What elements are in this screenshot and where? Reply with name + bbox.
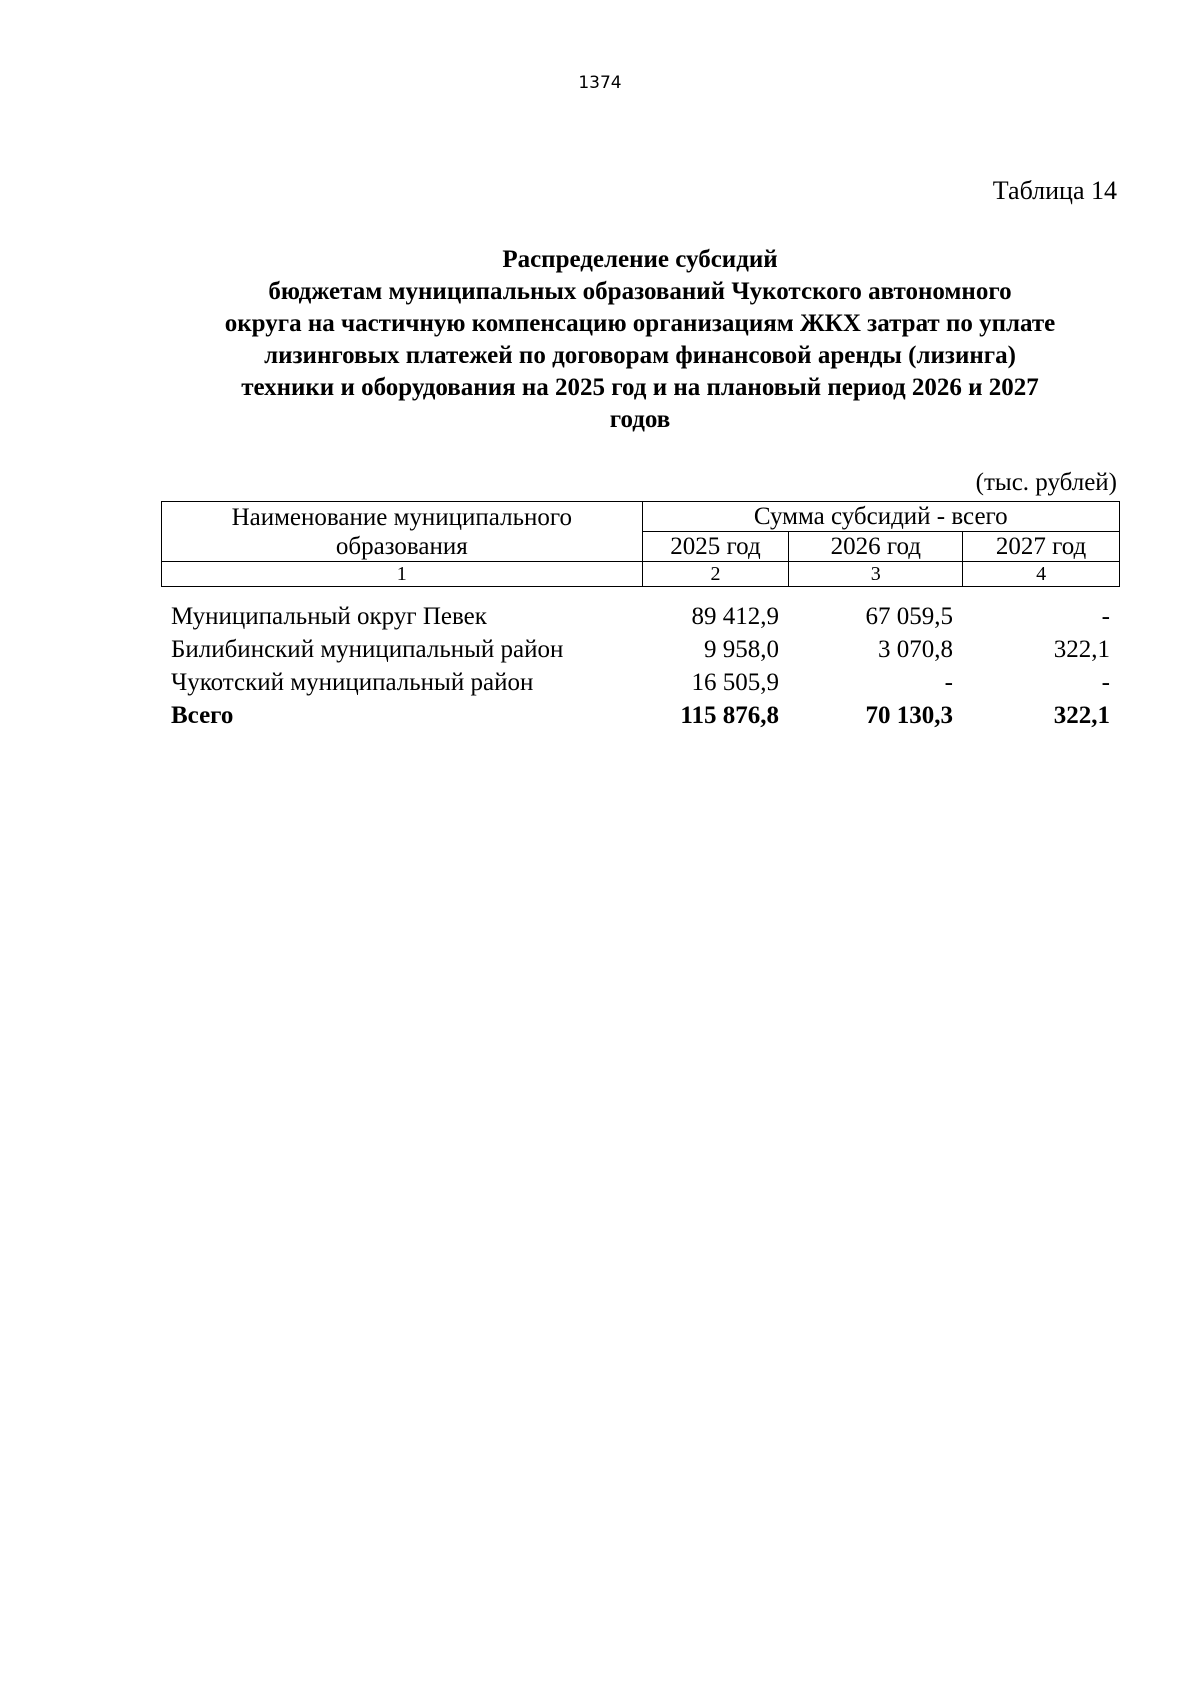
title-line: округа на частичную компенсацию организациям ЖКХ затрат по уплате — [224, 310, 1056, 337]
table-title — [160, 244, 1120, 436]
table-row — [161, 666, 1120, 699]
row-value-2025: 89 412,9 — [691, 603, 779, 630]
title-line: лизинговых платежей по договорам финансовой аренды (лизинга) — [264, 342, 1016, 369]
header-sum-column: Сумма субсидий - всего — [642, 502, 1119, 532]
title-line: Распределение субсидий — [502, 246, 778, 273]
table-header — [161, 501, 1120, 587]
row-name: Чукотский муниципальный район — [171, 669, 534, 696]
header-year-2027: 2027 год — [963, 532, 1120, 562]
title-line: бюджетам муниципальных образований Чукотского автономного — [268, 278, 1012, 305]
header-year-2026: 2026 год — [789, 532, 963, 562]
table-row — [161, 600, 1120, 633]
row-value-2026: - — [944, 669, 953, 696]
total-label: Всего — [171, 702, 234, 729]
units-note: (тыс. рублей) — [975, 469, 1117, 496]
row-value-2027: - — [1101, 603, 1110, 630]
row-name: Муниципальный округ Певек — [171, 603, 487, 630]
total-row — [161, 699, 1120, 732]
row-value-2026: 67 059,5 — [865, 603, 953, 630]
column-number: 4 — [963, 562, 1120, 587]
row-value-2025: 16 505,9 — [691, 669, 779, 696]
row-name: Билибинский муниципальный район — [171, 636, 564, 663]
row-value-2027: - — [1101, 669, 1110, 696]
total-value-2025: 115 876,8 — [680, 702, 779, 729]
row-value-2026: 3 070,8 — [878, 636, 953, 663]
row-value-2027: 322,1 — [1053, 636, 1110, 663]
total-value-2027: 322,1 — [1053, 702, 1110, 729]
page-number: 1374 — [578, 73, 622, 93]
total-value-2026: 70 130,3 — [865, 702, 953, 729]
title-line: техники и оборудования на 2025 год и на плановый период 2026 и 2027 — [241, 374, 1039, 401]
table-body — [161, 600, 1120, 732]
row-value-2025: 9 958,0 — [704, 636, 779, 663]
title-line: годов — [609, 406, 671, 433]
table-label: Таблица 14 — [992, 176, 1117, 205]
column-number: 1 — [162, 562, 643, 587]
header-year-2025: 2025 год — [642, 532, 789, 562]
column-number: 3 — [789, 562, 963, 587]
header-name-column: Наименование муниципального образования — [162, 502, 643, 562]
column-number: 2 — [642, 562, 789, 587]
table-row — [161, 633, 1120, 666]
